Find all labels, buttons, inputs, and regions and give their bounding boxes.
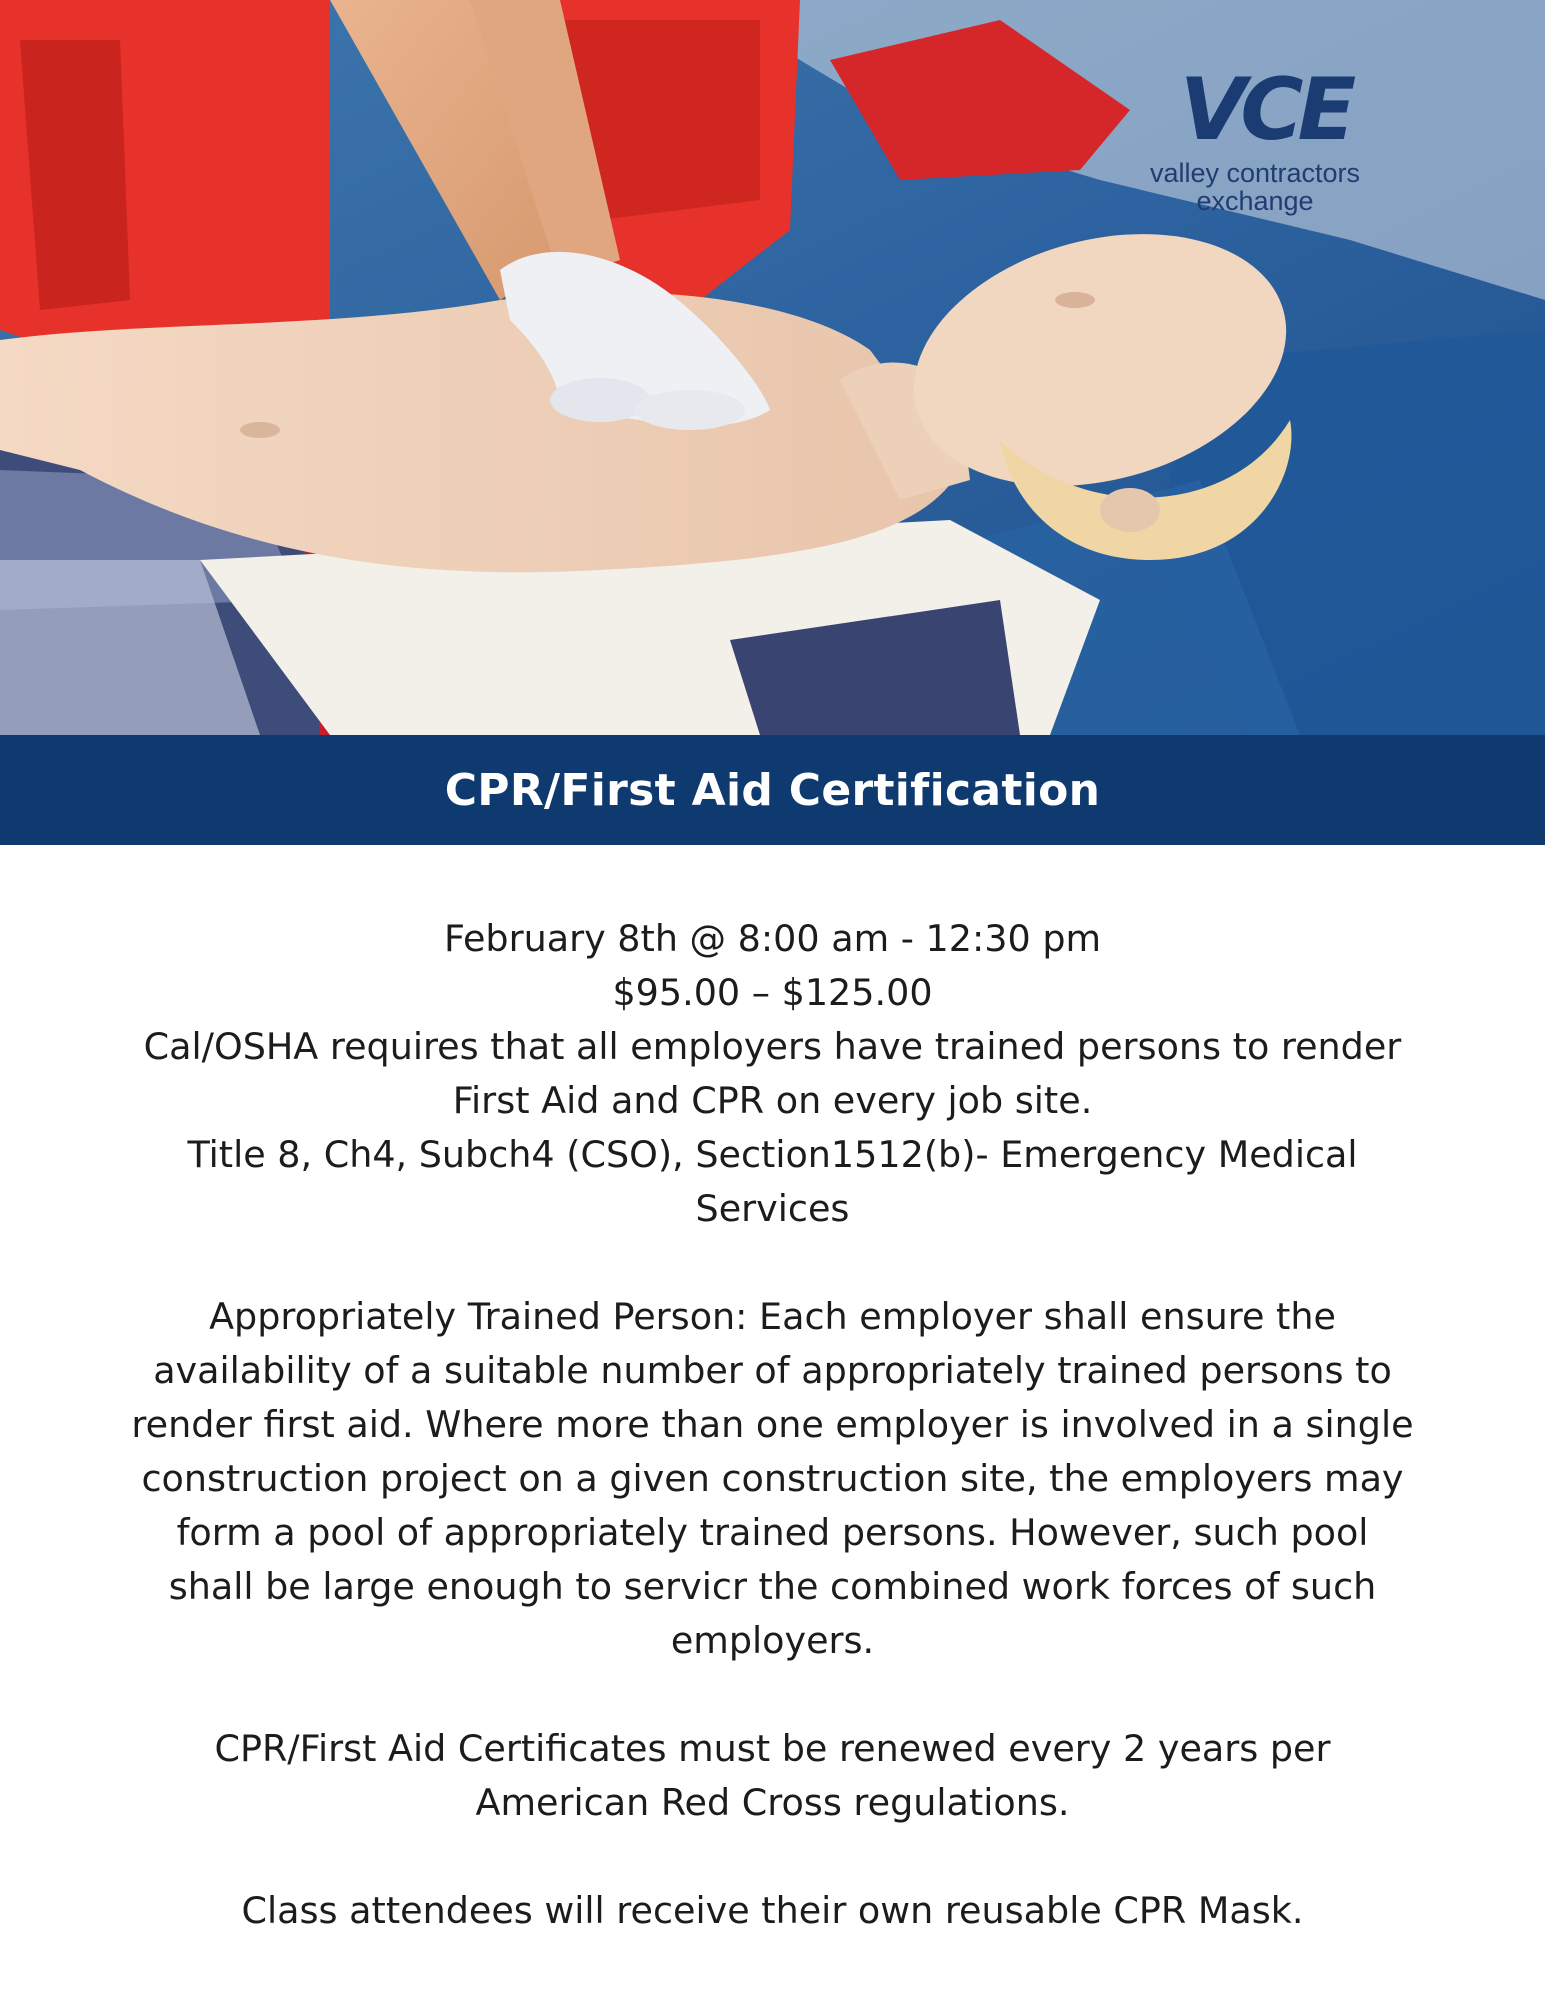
title-banner — [0, 735, 1545, 845]
cpr-mask-note: Class attendees will receive their own reusable CPR Mask. — [241, 1889, 1304, 1932]
logo-mark: VCE — [1179, 60, 1351, 160]
trained-person-paragraph: Appropriately Trained Person: Each employer shall ensure the availability of a suitable number of appropriately trained persons to render first aid. Where more than one employer is involved in a single construction project on a given construction site, the employers may form a pool of appropriately trained persons. However, such pool shall be large enough to servicr the combined work forces of such employers. — [131, 1295, 1414, 1662]
osha-requirement: Cal/OSHA requires that all employers have trained persons to render First Aid and CPR on every job site. — [143, 1025, 1402, 1122]
spacer — [130, 1668, 1415, 1722]
event-date-time: February 8th @ 8:00 am - 12:30 pm — [443, 917, 1102, 960]
logo-text-line1: valley contractors — [1149, 158, 1361, 188]
vce-logo — [1125, 60, 1385, 230]
renewal-paragraph: CPR/First Aid Certificates must be renewed every 2 years per American Red Cross regulations. — [214, 1727, 1331, 1824]
hero-photo — [0, 0, 1545, 735]
regulation-reference: Title 8, Ch4, Subch4 (CSO), Section1512(b)- Emergency Medical Services — [187, 1133, 1358, 1230]
spacer — [130, 1830, 1415, 1884]
logo-text-line2: exchange — [1196, 186, 1314, 216]
spacer — [130, 1236, 1415, 1290]
event-details — [130, 912, 1415, 1938]
page-title: CPR/First Aid Certification — [444, 764, 1101, 816]
event-price: $95.00 – $125.00 — [612, 971, 933, 1014]
